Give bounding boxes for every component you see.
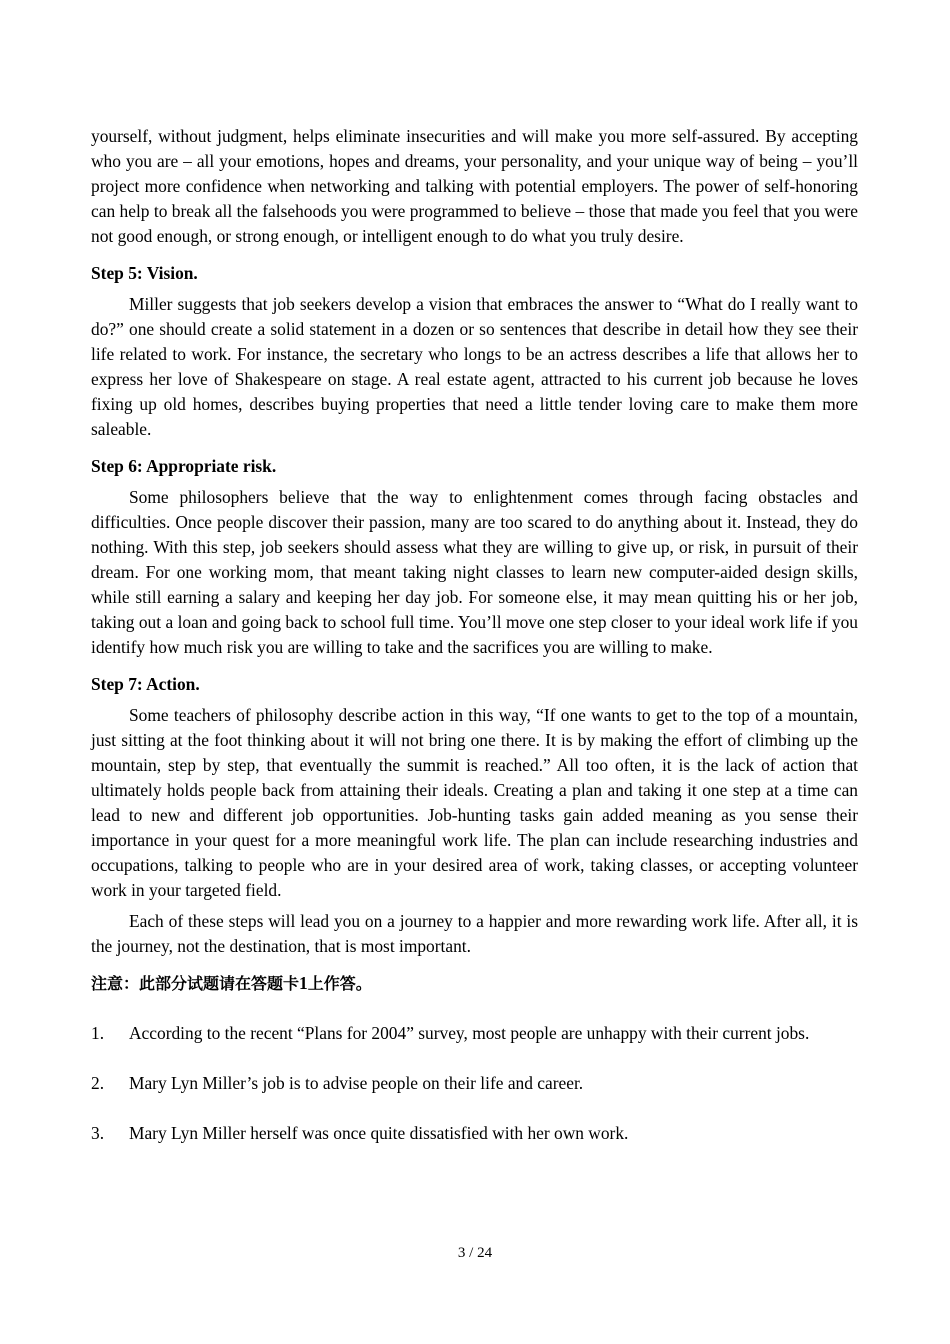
step7-paragraph: Some teachers of philosophy describe action in this way, “If one wants to get to the top of a mountain, just sitting at the foot thinking about it will not bring one there. It is by making the effort of climbing up the mountain, step by step, that eventually the summit is reached.” All too often, it is the lack of action that ultimately holds people back from attaining their ideals. Creating a plan and taking it one step at a time can lead to new and different job opportunities. Job-hunting tasks gain added meaning as you sense their importance in your quest for a more meaningful work life. The plan can include researching industries and occupations, talking to people who are in your desired area of work, taking classes, or accepting volunteer work in your targeted field. [91,705,858,900]
step7-heading: Step 7: Action. [91,674,200,694]
question-number: 2. [91,1073,105,1093]
note-number: 1 [299,973,308,993]
question-item [91,1071,858,1096]
question-text: Mary Lyn Miller herself was once quite dissatisfied with her own work. [129,1123,629,1143]
note-suffix: 上作答。 [307,974,372,993]
conclusion-paragraph: Each of these steps will lead you on a journey to a happier and more rewarding work life. After all, it is the journey, not the destination, that is most important. [91,911,858,956]
step5-heading: Step 5: Vision. [91,263,198,283]
question-item [91,1121,858,1146]
question-number: 1. [91,1023,105,1043]
question-number: 3. [91,1123,105,1143]
question-text: According to the recent “Plans for 2004” survey, most people are unhappy with their current jobs. [129,1023,810,1043]
step6-heading: Step 6: Appropriate risk. [91,456,277,476]
step5-paragraph: Miller suggests that job seekers develop a vision that embraces the answer to “What do I really want to do?” one should create a solid statement in a dozen or so sentences that describe in detail how they see their life related to work. For instance, the secretary who longs to be an actress describes a life that allows her to express her love of Shakespeare on stage. A real estate agent, attracted to his current job because he loves fixing up old homes, describes buying properties that need a little tender loving care to make them more saleable. [91,294,858,439]
page-number: 3 / 24 [457,1245,493,1261]
question-text: Mary Lyn Miller’s job is to advise people on their life and career. [129,1073,584,1093]
answer-sheet-note [91,971,858,996]
question-item [91,1021,858,1046]
document-body [91,124,858,1146]
paragraph-continuation: yourself, without judgment, helps eliminate insecurities and will make you more self-assured. By accepting who you are – all your emotions, hopes and dreams, your personality, and your unique way of being – you’ll project more confidence when networking and talking with potential employers. The power of self-honoring can help to break all the falsehoods you were programmed to believe – those that made you feel that you were not good enough, or strong enough, or intelligent enough to do what you truly desire. [91,126,858,246]
step6-paragraph: Some philosophers believe that the way to enlightenment comes through facing obstacles and difficulties. Once people discover their passion, many are too scared to do anything about it. Instead, they do nothing. With this step, job seekers should assess what they are willing to give up, or risk, in pursuit of their dream. For one working mom, that meant taking night classes to learn new computer-aided design skills, while still earning a salary and keeping her day job. For someone else, it may mean quitting his or her job, taking out a loan and going back to school full time. You’ll move one step closer to your ideal work life if you identify how much risk you are willing to take and the sacrifices you are willing to make. [91,487,858,657]
note-prefix: 注意：此部分试题请在答题卡 [91,974,300,993]
